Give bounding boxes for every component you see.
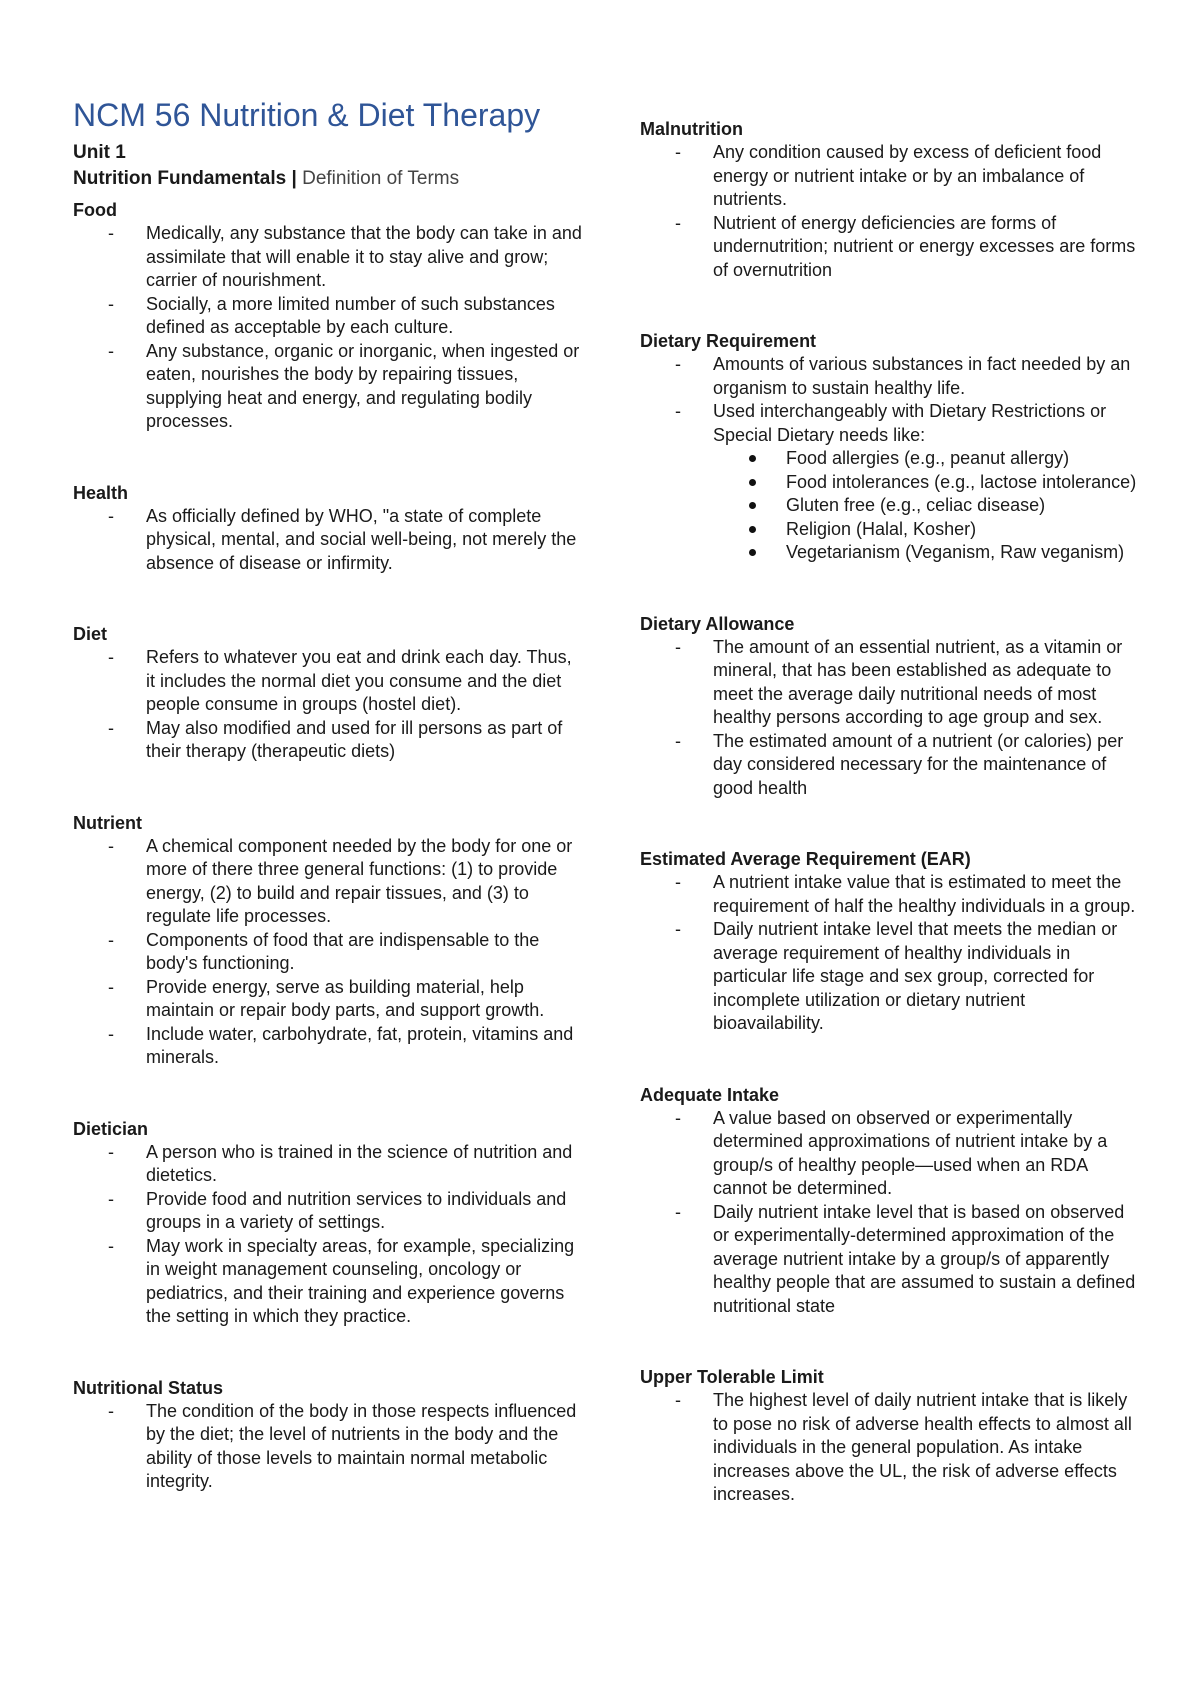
list-item [108,1023,583,1070]
bullet-item [713,494,1140,518]
list-item [675,1201,1140,1319]
left-column [73,96,583,1494]
definition-list [640,1107,1140,1319]
item-text: The highest level of daily nutrient intake that is likely to pose no risk of adverse health effects to almost all individuals in the general population. As intake increases above the UL, the risk of adverse effects increases. [713,1390,1132,1504]
dash-marker: - [108,505,114,526]
spacer [73,1070,583,1117]
spacer [73,764,583,811]
section-upper-tolerable-limit [640,1365,1140,1507]
term-heading: Nutritional Status [73,1377,224,1398]
list-item [108,1141,583,1188]
bullet-dot-icon [749,549,756,556]
section-food [73,198,583,434]
list-item [108,976,583,1023]
bullet-item [713,447,1140,471]
term-heading: Adequate Intake [640,1084,780,1105]
list-item [675,353,1140,400]
dash-marker: - [675,872,681,892]
section-malnutrition [640,117,1140,282]
item-text: Provide energy, serve as building material, help maintain or repair body parts, and support growth. [146,976,545,1020]
item-text: Medically, any substance that the body can take in and assimilate that will enable it to stay alive and grow; carrier of nourishment. [146,223,582,290]
list-item [108,293,583,340]
item-text: A person who is trained in the science of nutrition and dietetics. [146,1141,573,1185]
bullet-dot-icon [749,479,756,486]
section-dietary-requirement [640,329,1140,565]
definition-list [640,636,1140,801]
list-item [108,1235,583,1329]
list-item [675,1389,1140,1507]
item-text: Socially, a more limited number of such substances defined as acceptable by each culture. [146,293,555,337]
term-heading: Food [73,200,117,220]
dash-marker: - [108,835,114,856]
item-text: As officially defined by WHO, "a state of complete physical, mental, and social well-being, not merely the absence of disease or infirmity. [146,505,577,573]
section-nutritional-status [73,1376,583,1494]
term-heading: Upper Tolerable Limit [640,1367,824,1387]
spacer [73,1329,583,1376]
section-health [73,481,583,576]
section-adequate-intake [640,1083,1140,1319]
definition-list [640,353,1140,565]
bullet-dot-icon [749,526,756,533]
section-ear [640,847,1140,1036]
dash-marker: - [108,1400,114,1421]
item-text: A value based on observed or experimentally determined approximations of nutrient intake by a group/s of healthy people—used when an RDA cannot be determined. [713,1107,1108,1198]
item-text: Daily nutrient intake level that meets the median or average requirement of healthy individuals in particular life stage and sex group, corrected for incomplete utilization or dietary nutrient bioavailability. [713,919,1118,1033]
list-item [108,340,583,434]
definition-list [73,1141,583,1329]
section-diet [73,622,583,764]
item-text: Any substance, organic or inorganic, when ingested or eaten, nourishes the body by repairing tissues, supplying heat and energy, and regulating bodily processes. [146,340,580,431]
definition-list [73,835,583,1070]
bullet-dot-icon [749,455,756,462]
list-item [675,212,1140,283]
item-text: Refers to whatever you eat and drink each day. Thus, it includes the normal diet you consume and the diet people consume in groups (hostel diet). [146,647,572,714]
list-item [108,1188,583,1235]
subtitle-light: Definition of Terms [296,168,460,189]
spacer [640,1318,1140,1365]
item-text: The amount of an essential nutrient, as a vitamin or mineral, that has been established as adequate to meet the average daily nutritional needs of most healthy persons according to age group and sex. [713,636,1123,727]
bullet-item [713,541,1140,565]
item-text: Provide food and nutrition services to individuals and groups in a variety of settings. [146,1188,567,1232]
term-heading: Dietician [73,1118,149,1139]
bullet-item [713,518,1140,542]
definition-list [640,871,1140,1036]
list-item [675,400,1140,565]
list-item [675,871,1140,918]
item-text: The condition of the body in those respects influenced by the diet; the level of nutrients in the body and the ability of those levels to maintain normal metabolic integrity. [146,1400,577,1491]
item-text: A nutrient intake value that is estimated to meet the requirement of half the healthy individuals in a group. [713,872,1136,916]
subtitle-bold: Nutrition Fundamentals | [73,168,297,189]
dash-marker: - [108,340,114,361]
definition-list [640,141,1140,282]
dash-marker: - [108,929,114,950]
dash-marker: - [675,636,681,657]
term-heading: Estimated Average Requirement (EAR) [640,849,971,869]
subtitle [73,166,583,192]
dash-marker: - [108,1188,114,1209]
term-heading: Malnutrition [640,119,743,139]
spacer [73,575,583,622]
dash-marker: - [108,1235,114,1256]
document-title: NCM 56 Nutrition & Diet Therapy [73,97,541,133]
dash-marker: - [675,142,681,162]
spacer [640,1036,1140,1083]
bullet-text: Gluten free (e.g., celiac disease) [786,495,1046,515]
list-item [108,505,583,576]
bullet-text: Food allergies (e.g., peanut allergy) [786,448,1070,468]
dash-marker: - [108,717,114,738]
dash-marker: - [108,647,114,667]
spacer [640,800,1140,847]
bullet-item [713,471,1140,495]
definition-list [640,1389,1140,1507]
dash-marker: - [675,730,681,751]
dash-marker: - [675,354,681,374]
list-item [108,646,583,717]
item-text: May work in specialty areas, for example, specializing in weight management counseling, oncology or pediatrics, and their training and experience governs the setting in which they practice. [146,1235,575,1326]
definition-list [73,222,583,434]
term-heading: Dietary Requirement [640,331,817,351]
dash-marker: - [675,1390,681,1410]
dash-marker: - [675,919,681,939]
term-heading: Health [73,482,129,503]
section-dietician [73,1117,583,1329]
list-item [675,141,1140,212]
dash-marker: - [108,293,114,314]
list-item [675,636,1140,730]
spacer [73,434,583,481]
definition-list [73,505,583,576]
definition-list [73,1400,583,1494]
bullet-text: Religion (Halal, Kosher) [786,518,977,539]
spacer [640,565,1140,612]
item-text: Daily nutrient intake level that is based on observed or experimentally-determined approximation of the average nutrient intake by a group/s of apparently healthy people that are assumed to sustain a defined nutritional state [713,1201,1136,1316]
bullet-dot-icon [749,502,756,509]
item-text: Components of food that are indispensable to the body's functioning. [146,929,540,973]
term-heading: Diet [73,624,108,644]
item-text: A chemical component needed by the body for one or more of there three general functions: (1) to provide energy, (2) to build and repair tissues, and (3) to regulate life processes. [146,835,573,926]
item-text: The estimated amount of a nutrient (or calories) per day considered necessary for the maintenance of good health [713,730,1124,798]
section-dietary-allowance [640,612,1140,801]
term-heading: Nutrient [73,812,142,833]
dash-marker: - [108,223,114,243]
list-item [108,717,583,764]
bullet-list [640,447,1140,565]
dash-marker: - [108,1023,114,1044]
bullet-text: Vegetarianism (Veganism, Raw veganism) [786,542,1125,562]
item-text: Include water, carbohydrate, fat, protein, vitamins and minerals. [146,1023,574,1067]
spacer [640,282,1140,329]
bullet-text: Food intolerances (e.g., lactose intolerance) [786,471,1137,492]
item-text: Used interchangeably with Dietary Restrictions or Special Dietary needs like: [713,401,1107,445]
unit-label: Unit 1 [73,142,126,163]
item-text: Nutrient of energy deficiencies are forms of undernutrition; nutrient or energy excesses are forms of overnutrition [713,212,1136,280]
dash-marker: - [108,1141,114,1162]
list-item [675,1107,1140,1201]
dash-marker: - [675,401,681,421]
right-column [640,117,1140,1507]
dash-marker: - [675,1107,681,1128]
list-item [108,835,583,929]
list-item [108,222,583,293]
term-heading: Dietary Allowance [640,613,795,634]
item-text: Amounts of various substances in fact needed by an organism to sustain healthy life. [713,354,1131,398]
list-item [108,929,583,976]
list-item [675,730,1140,801]
section-nutrient [73,811,583,1070]
dash-marker: - [108,976,114,997]
item-text: May also modified and used for ill persons as part of their therapy (therapeutic diets) [146,717,563,761]
list-item [108,1400,583,1494]
dash-marker: - [675,1201,681,1222]
dash-marker: - [675,212,681,233]
list-item [675,918,1140,1036]
definition-list [73,646,583,764]
item-text: Any condition caused by excess of deficient food energy or nutrient intake or by an imbalance of nutrients. [713,142,1102,209]
